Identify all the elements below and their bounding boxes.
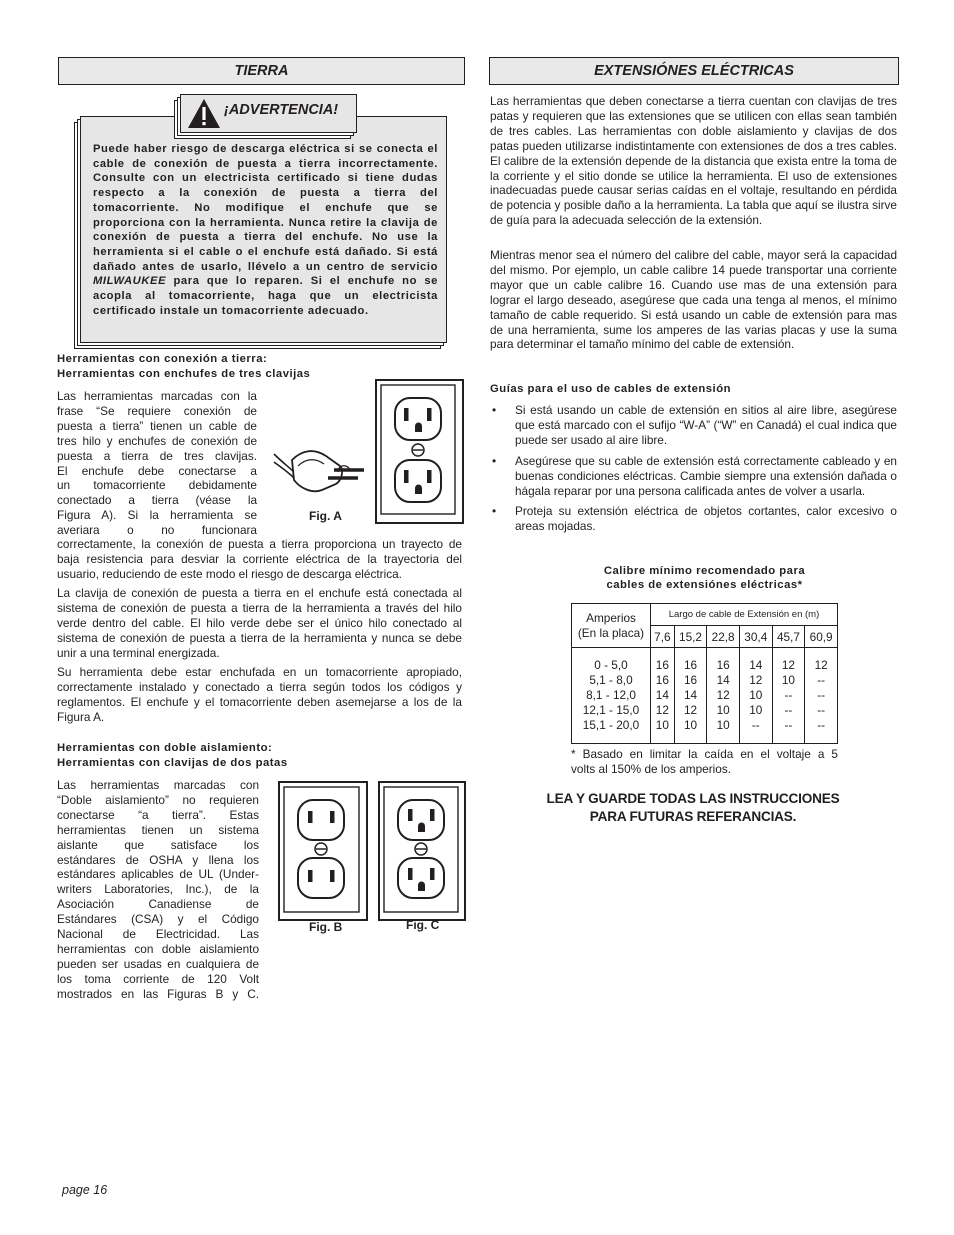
grounded-heading-1: Herramientas con conexión a tierra: (57, 353, 268, 365)
text-line: Las herramientas marcadas con la (57, 389, 257, 403)
gauge-column (772, 648, 805, 744)
gauge-value: 14 (749, 658, 763, 672)
length-cell: 45,7 (772, 626, 805, 648)
gauge-value: -- (784, 718, 793, 732)
double-heading-1: Herramientas con doble aislamiento: (57, 742, 273, 754)
amps-column (572, 648, 651, 744)
list-item: • Proteja su extensión eléctrica de objetos cortantes, calor excesivo o areas mojadas. (490, 504, 897, 534)
text-line: herramientas tienen un sistema (57, 822, 259, 837)
amp-value: 5,1 - 8,0 (589, 673, 633, 687)
double-paragraph-lines (57, 778, 259, 1002)
guides-list (490, 403, 897, 540)
gauge-value: 14 (716, 673, 730, 687)
length-header: Largo de cable de Extensión en (m) (651, 604, 838, 626)
text-line: estándares aplicables de UL (Under- (57, 867, 259, 882)
gauge-value: -- (817, 688, 826, 702)
gauge-value: 12 (683, 703, 698, 717)
text-line: El enchufe debe conectarse a (57, 463, 257, 478)
gauge-value: -- (784, 703, 793, 717)
extension-paragraph-2: Mientras menor sea el número del calibre del cable, mayor será la capacidad del mismo. Por ejemplo, un cable calibre 14 puede transportar una corriente mayor que un cable calibre 16. Cuando use mas de una extensión para lograr el largo deseado, asegúrese que cada una tenga al menos, el mínimo tamaño de cable requerido. Si está usando un cable de extensión para mas de una herramienta, sume los amperes de las varias placas y use la suma para determinar el tamaño mínimo del cable de extensión. (490, 248, 897, 352)
gauge-value: 10 (716, 703, 730, 717)
text-line: conectado a tierra (véase la (57, 493, 257, 508)
two-prong-outlet-icon (283, 786, 363, 916)
extension-paragraph-1: Las herramientas que deben conectarse a tierra cuentan con clavijas de tres patas y requieren que las extensiones que se utilicen con ellas sean también de tres cables. Las herramientas con doble aislamiento y clavijas de dos patas pueden utilizarse indistintamente con extensiones de dos a tres cables. El calibre de la extensión depende de la distancia que exista entre la toma de la corriente y el sitio donde se utilice la herramienta. El uso de extensiones inadecuadas puede causar serias caídas en el voltaje, resultando en pérdida de potencia y posible daño a la herramienta. La tabla que aquí se ilustra sirve de guía para la adecuada selección de la extensión. (490, 94, 897, 228)
list-item: • Si está usando un cable de extensión en sitios al aire libre, asegúrese que está marcado con el sufijo “W-A” (“W” en Canadá) el cual indica que puede ser usado al aire libre. (490, 403, 897, 448)
amp-header-line-1: Amperios (586, 610, 636, 625)
gauge-value: 14 (683, 688, 698, 702)
length-cell: 15,2 (674, 626, 707, 648)
brand-name: MILWAUKEE (93, 275, 167, 288)
text-line: pueden ser usadas en cualquiera de (57, 956, 259, 971)
text-line: writers Laboratories, Inc.), de la (57, 882, 259, 897)
gauge-column (739, 648, 772, 744)
gauge-value: -- (784, 688, 793, 702)
figure-a-label: Fig. A (309, 509, 342, 523)
double-heading-2: Herramientas con clavijas de dos patas (57, 757, 288, 769)
text-line: un tomacorriente debidamente (57, 478, 257, 493)
grounded-paragraph-1-lines (57, 389, 257, 538)
gauge-value: 12 (655, 703, 669, 717)
plug-with-cord-icon (272, 440, 378, 500)
text-line: averiara o no funcionara (57, 523, 257, 538)
text-line: puesta a tierra de tres clavijas. (57, 448, 257, 463)
gauge-column (707, 648, 740, 744)
gauge-value: 16 (683, 673, 698, 687)
text-line: herramientas con doble aislamiento (57, 941, 259, 956)
grounded-heading-2: Herramientas con enchufes de tres clavijas (57, 368, 311, 380)
text-line: los toma corriente de 120 Volt (57, 971, 259, 986)
amp-header (572, 604, 651, 648)
section-header-extensiones: EXTENSIÓNES ELÉCTRICAS (489, 57, 899, 85)
final-instructions (508, 790, 878, 826)
grounded-outlet-icon (383, 786, 462, 916)
warning-text: Puede haber riesgo de descarga eléctrica si se conecta el cable de conexión de puesta a tierra incorrectamente. Consulte con un electricista certificado si tiene dudas respecto a la conexión de puesta a tierra del tomacorriente. No modifique el enchufe que se proporciona con la herramienta. Nunca retire la clavija de conexión de puesta a tierra del enchufe. No use la herramienta si el cable o el enchufe está dañado. Si está dañado antes de usarlo, llévelo a un centro de servicio MILWAUKEE para que lo reparen. Si el enchufe no se acopla al tomacorriente, haga que un electricista certificado instale un tomacorriente adecuado. (93, 143, 438, 317)
text-line: Estándares (CSA) y el Código (57, 912, 259, 927)
length-cell: 22,8 (707, 626, 740, 648)
length-cell: 7,6 (651, 626, 675, 648)
amp-value: 8,1 - 12,0 (586, 688, 636, 702)
gauge-value: 16 (716, 658, 730, 672)
amp-header-line-2: (En la placa) (577, 625, 645, 640)
gauge-value: -- (817, 673, 826, 687)
table-title-2: cables de extensiónes eléctricas* (606, 579, 803, 591)
warning-title: ¡ADVERTENCIA! (224, 102, 339, 118)
gauge-value: 16 (655, 658, 669, 672)
gauge-value: 12 (781, 658, 795, 672)
text-line: aislante que satisface los (57, 837, 259, 852)
gauge-value: -- (817, 703, 826, 717)
grounded-paragraph-3: Su herramienta debe estar enchufada en un tomacorriente apropiado, correctamente instalado y conectado a tierra según todos los códigos y reglamentos. El enchufe y el tomacorriente deben asemejarse a los de la Figura A. (57, 665, 462, 724)
text-line: tres hilo y enchufes de conexión de (57, 433, 257, 448)
gauge-value: 16 (683, 658, 698, 672)
figure-b-label: Fig. B (309, 920, 343, 934)
section-header-tierra: TIERRA (58, 57, 465, 85)
gauge-value: 12 (716, 688, 730, 702)
gauge-column (805, 648, 838, 744)
gauge-value: 10 (716, 718, 730, 732)
text-line: “Doble aislamiento” no requieren (57, 792, 259, 807)
gauge-value: 10 (749, 688, 763, 702)
text-line: frase “Se requiere conexión de (57, 403, 257, 418)
gauge-value: 14 (655, 688, 669, 702)
length-cell: 60,9 (805, 626, 838, 648)
gauge-value: 10 (781, 673, 795, 687)
gauge-value: 10 (749, 703, 763, 717)
final-line-2: PARA FUTURAS REFERANCIAS. (589, 809, 797, 824)
grounded-outlet-icon (380, 384, 460, 520)
text-line: Figura A). Si la herramienta se (57, 508, 257, 523)
table-footnote-line-2: volts al 150% de los amperios. (571, 762, 731, 776)
page-number: page 16 (62, 1183, 108, 1197)
gauge-table (571, 603, 838, 744)
gauge-value: -- (817, 718, 826, 732)
table-footnote-line-1: * Basado en limitar la caída en el voltaje a 5 (571, 747, 838, 761)
gauge-value: 12 (814, 658, 828, 672)
text-line: estándares de OSHA y llena los (57, 852, 259, 867)
gauge-value: 12 (749, 673, 763, 687)
text-line: conectarse “a tierra”. Estas (57, 807, 259, 822)
amp-value: 0 - 5,0 (594, 658, 628, 672)
table-title-1: Calibre mínimo recomendado para (603, 565, 806, 577)
text-line: puesta a tierra” tienen un cable de (57, 418, 257, 433)
length-cell: 30,4 (739, 626, 772, 648)
amp-value: 15,1 - 20,0 (582, 718, 640, 732)
gauge-column (674, 648, 707, 744)
final-line-1: LEA Y GUARDE TODAS LAS INSTRUCCIONES (546, 791, 840, 806)
gauge-value: -- (751, 718, 760, 732)
text-line: Nacional de Electricidad. Las (57, 927, 259, 942)
guides-heading: Guías para el uso de cables de extensión (490, 383, 732, 395)
grounded-paragraph-2: La clavija de conexión de puesta a tierra en el enchufe está conectada al sistema de conexión de puesta a tierra de la herramienta a través del hilo verde dentro del cable. El hilo verde debe ser el único hilo conectado al sistema de conexión de puesta a tierra de la herramienta y nunca se debe unir a una terminal energizada. (57, 586, 462, 660)
gauge-value: 16 (655, 673, 669, 687)
gauge-column (651, 648, 675, 744)
figure-c-label: Fig. C (406, 918, 440, 932)
text-line: Asociación Canadiense de (57, 897, 259, 912)
text-line: Las herramientas marcadas con (57, 778, 259, 792)
gauge-value: 10 (655, 718, 669, 732)
list-item: • Asegúrese que su cable de extensión está correctamente cableado y en buenas condiciones eléctricas. Cambie siempre una extensión dañada o hágala reparar por una persona calificada antes de volver a usarla. (490, 454, 897, 499)
grounded-paragraph-1-rest: correctamente, la conexión de puesta a tierra proporciona un trayecto de baja resistencia para desviar la corriente eléctrica de la trayectoria del usuario, reduciendo de este modo el riesgo de descarga eléctrica. (57, 537, 462, 581)
text-line: mostrados en las Figuras B y C. (57, 986, 259, 1001)
gauge-value: 10 (683, 718, 698, 732)
warning-triangle-icon (187, 98, 221, 129)
amp-value: 12,1 - 15,0 (582, 703, 640, 717)
